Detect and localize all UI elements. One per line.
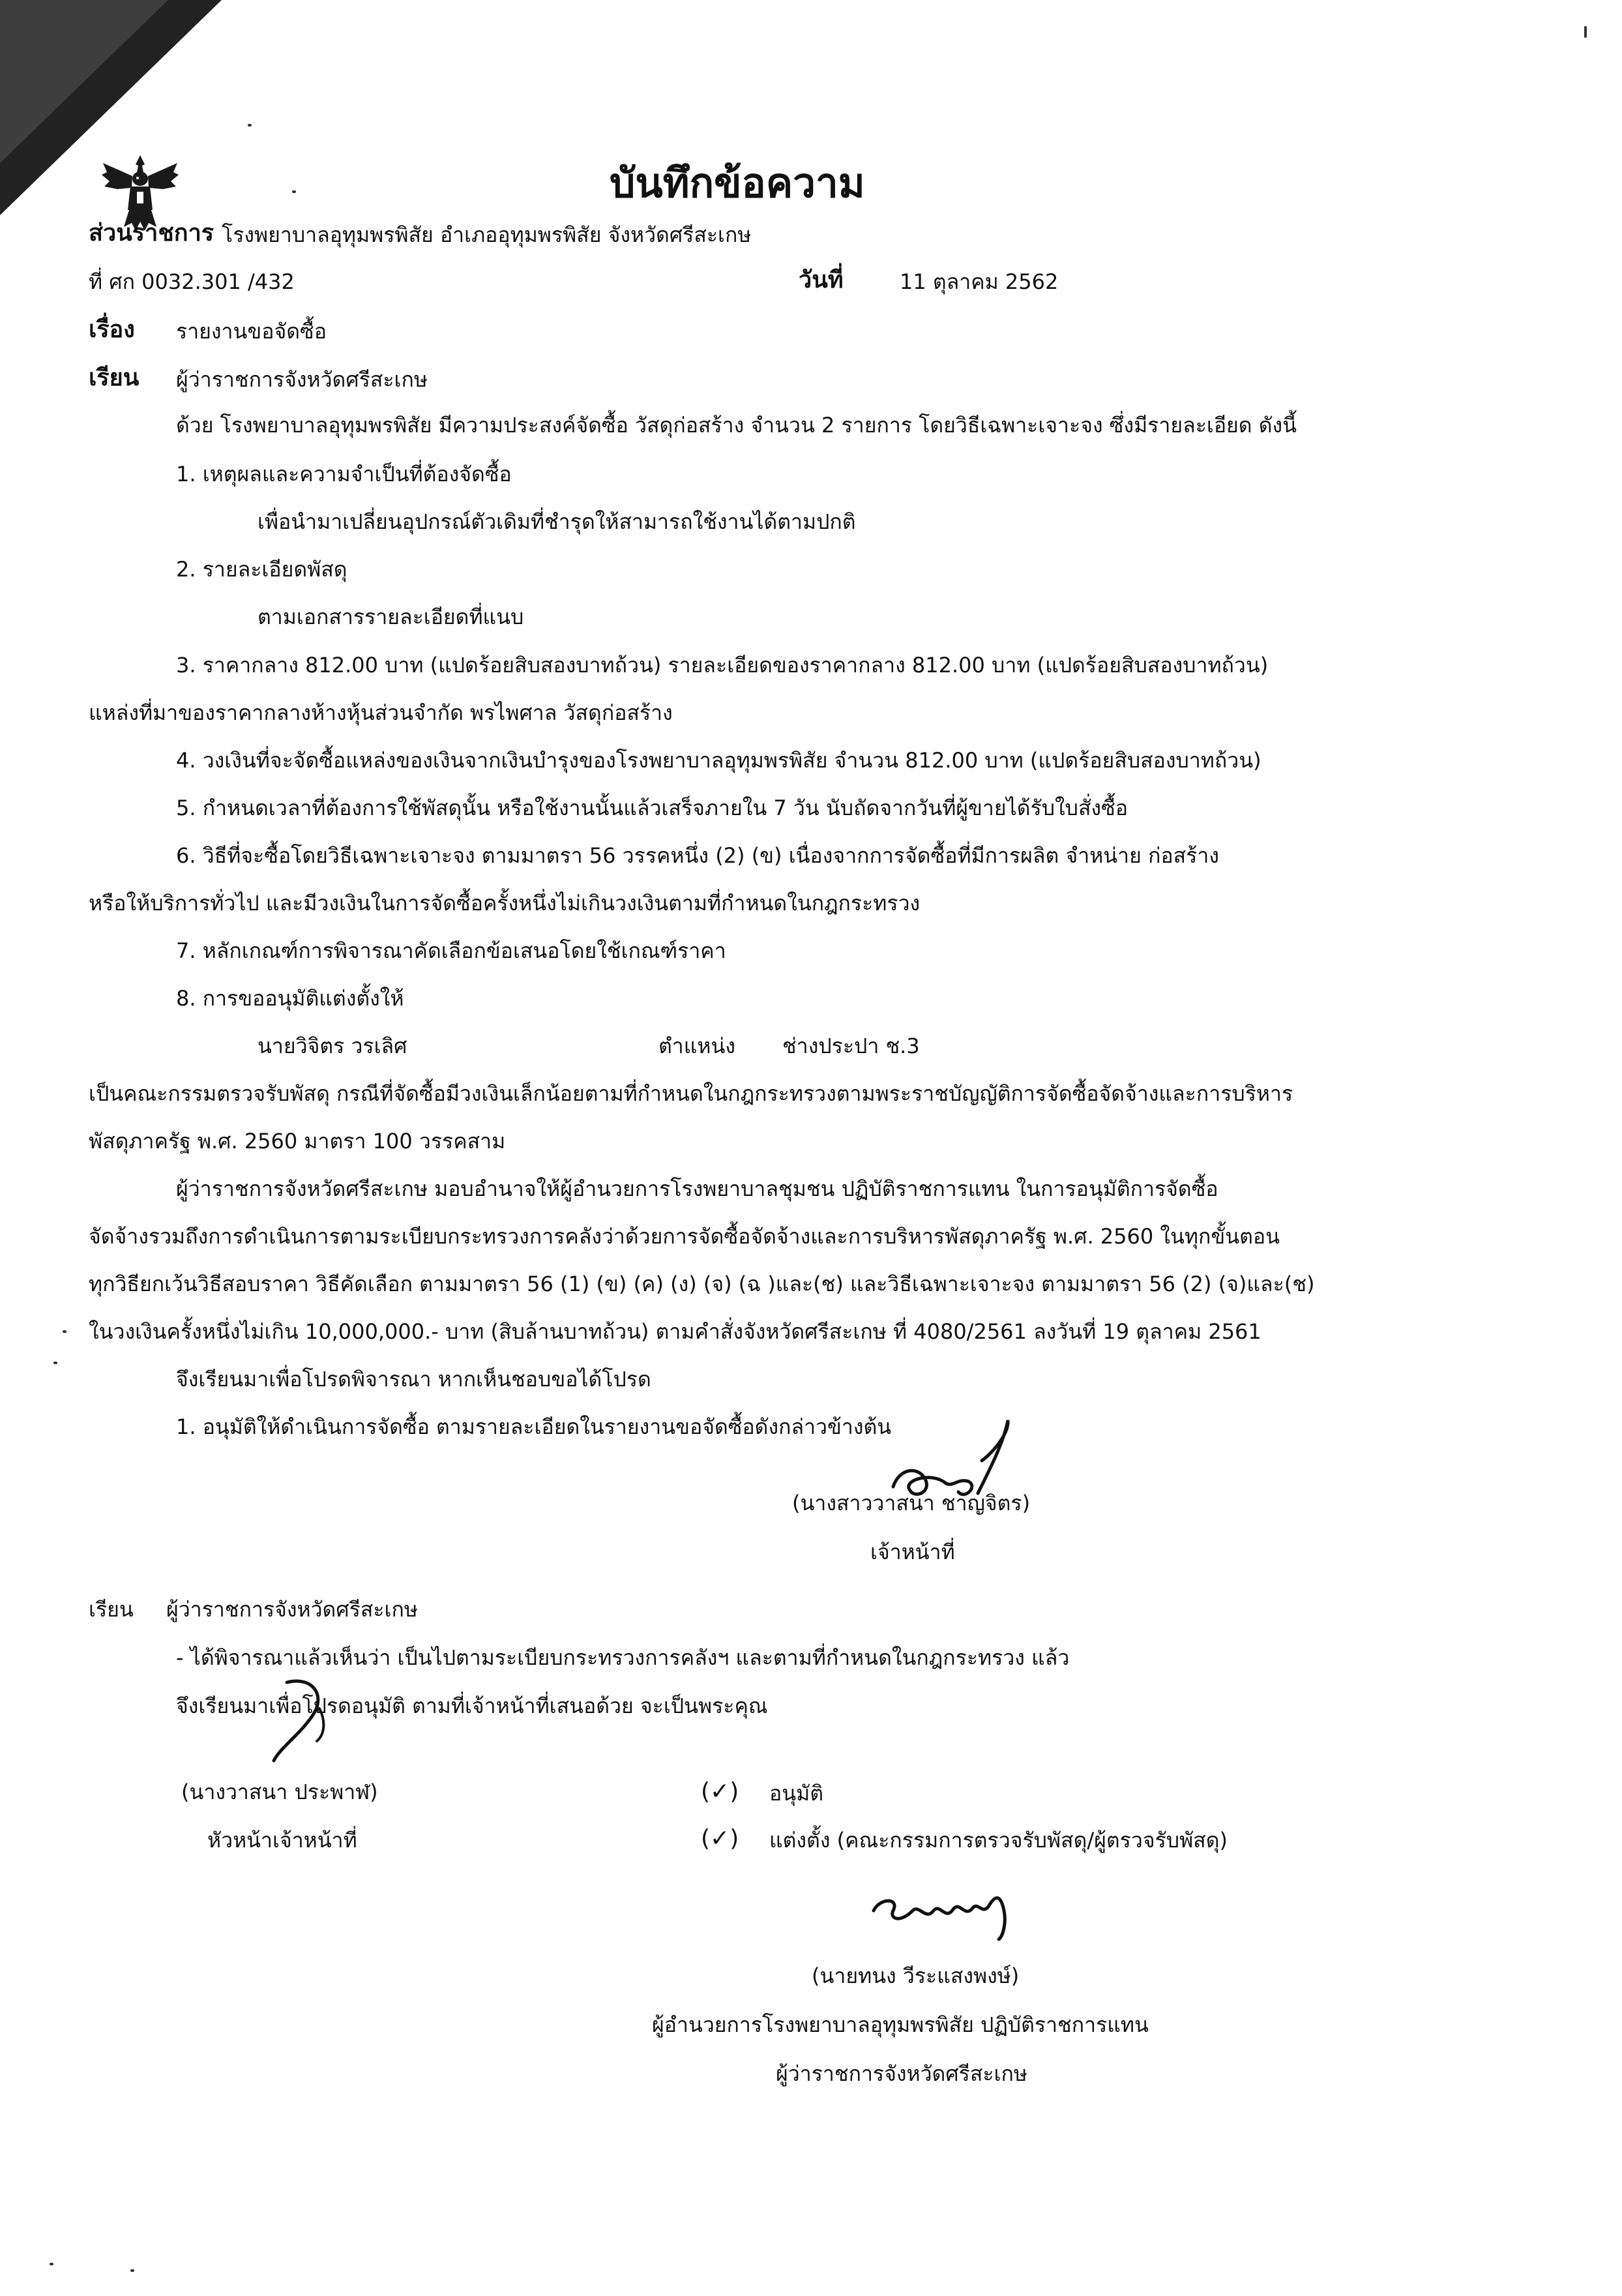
delegation-line-4: ในวงเงินครั้งหนึ่งไม่เกิน 10,000,000.- บาท (สิบล้านบาทถ้วน) ตามคำสั่งจังหวัดศรีสะเกษ ที่ 4080/2561 ลงวันที่ 19 ตุลาคม 2561 [89,1319,1261,1344]
item-2-detail: ตามเอกสารรายละเอียดที่แนบ [258,604,524,629]
scan-speck [292,190,296,193]
department-value: โรงพยาบาลอุทุมพรพิสัย อำเภออุทุมพรพิสัย จังหวัดศรีสะเกษ [222,222,752,247]
director-signature [861,1871,1030,1943]
committee-text-line-1: เป็นคณะกรรมตรวจรับพัสดุ กรณีที่จัดซื้อมีวงเงินเล็กน้อยตามที่กำหนดในกฎกระทรวงตามพระราชบัญญัติการจัดซื้อจัดจ้างและการบริหาร [89,1081,1293,1106]
item-1-heading: 1. เหตุผลและความจำเป็นที่ต้องจัดซื้อ [176,462,512,486]
item-6-line-1: 6. วิธีที่จะซื้อโดยวิธีเฉพาะเจาะจง ตามมาตรา 56 วรรคหนึ่ง (2) (ข) เนื่องจากการจัดซื้อที่มีการผลิต จำหน่าย ก่อสร้าง [176,843,1219,868]
subject-value: รายงานขอจัดซื้อ [176,319,327,344]
recipient-value: ผู้ว่าราชการจังหวัดศรีสะเกษ [176,367,428,392]
recipient-label: เรียน [89,365,140,391]
date-label: วันที่ [799,267,844,293]
director-position-line-2: ผู้ว่าราชการจังหวัดศรีสะเกษ [776,2061,1027,2086]
item-1-detail: เพื่อนำมาเปลี่ยนอุปกรณ์ตัวเดิมที่ชำรุดให้สามารถใช้งานได้ตามปกติ [258,509,856,534]
director-position-line-1: ผู้อำนวยการโรงพยาบาลอุทุมพรพิสัย ปฏิบัติราชการแทน [652,2012,1149,2037]
department-label: ส่วนราชการ [89,220,214,246]
memo-title: บันทึกข้อความ [610,159,865,207]
scan-speck [130,2269,134,2272]
head-officer-position: หัวหน้าเจ้าหน้าที่ [207,1828,357,1853]
intro-paragraph: ด้วย โรงพยาบาลอุทุมพรพิสัย มีความประสงค์จัดซื้อ วัสดุก่อสร้าง จำนวน 2 รายการ โดยวิธีเฉพาะเจาะจง ซึ่งมีรายละเอียด ดังนี้ [176,413,1297,438]
scan-speck [1584,26,1587,38]
appoint-label: แต่งตั้ง (คณะกรรมการตรวจรับพัสดุ/ผู้ตรวจรับพัสดุ) [769,1828,1228,1853]
head-officer-name: (นางวาสนา ประพาฬ) [181,1780,378,1804]
approve-label: อนุมัติ [769,1781,823,1806]
delegation-line-2: จัดจ้างรวมถึงการดำเนินการตามระเบียบกระทรวงการคลังว่าด้วยการจัดซื้อจัดจ้างและการบริหารพัสดุภาครัฐ พ.ศ. 2560 ในทุกขั้นตอน [89,1224,1280,1249]
closing-item-1: 1. อนุมัติให้ดำเนินการจัดซื้อ ตามรายละเอียดในรายงานขอจัดซื้อดังกล่าวข้างต้น [176,1414,892,1439]
appoint-checkmark: (✓) [701,1825,739,1852]
review-line-1: - ได้พิจารณาแล้วเห็นว่า เป็นไปตามระเบียบกระทรวงการคลังฯ และตามที่กำหนดในกฎกระทรวง แล้ว [176,1645,1070,1670]
officer-name: (นางสาววาสนา ชาญจิตร) [792,1491,1031,1515]
scan-speck [248,124,252,127]
delegation-line-3: ทุกวิธียกเว้นวิธีสอบราคา วิธีคัดเลือก ตามมาตรา 56 (1) (ข) (ค) (ง) (จ) (ฉ )และ(ช) และวิธีเฉพาะเจาะจง ตามมาตรา 56 (2) (จ)และ(ช) [89,1272,1315,1296]
committee-member-name: นายวิจิตร วรเลิศ [258,1034,407,1058]
closing-sentence: จึงเรียนมาเพื่อโปรดพิจารณา หากเห็นชอบขอได้โปรด [176,1367,651,1392]
item-8: 8. การขออนุมัติแต่งตั้งให้ [176,986,404,1011]
scan-speck [53,1362,57,1364]
item-5: 5. กำหนดเวลาที่ต้องการใช้พัสดุนั้น หรือใช้งานนั้นแล้วเสร็จภายใน 7 วัน นับถัดจากวันที่ผู้ขายได้รับใบสั่งซื้อ [176,796,1128,820]
scan-corner-shadow-inner [0,0,168,163]
head-officer-signature [261,1669,352,1767]
approve-checkmark: (✓) [701,1778,739,1805]
review-recipient-value: ผู้ว่าราชการจังหวัดศรีสะเกษ [166,1597,418,1622]
review-line-2: จึงเรียนมาเพื่อโปรดอนุมัติ ตามที่เจ้าหน้าที่เสนอด้วย จะเป็นพระคุณ [176,1693,768,1718]
director-name: (นายทนง วีระแสงพงษ์) [812,1963,1020,1988]
item-7: 7. หลักเกณฑ์การพิจารณาคัดเลือกข้อเสนอโดยใช้เกณฑ์ราคา [176,938,726,963]
item-3-line-1: 3. ราคากลาง 812.00 บาท (แปดร้อยสิบสองบาทถ้วน) รายละเอียดของราคากลาง 812.00 บาท (แปดร้อยสิบสองบาทถ้วน) [176,653,1269,678]
item-2-heading: 2. รายละเอียดพัสดุ [176,557,347,582]
committee-text-line-2: พัสดุภาครัฐ พ.ศ. 2560 มาตรา 100 วรรคสาม [89,1129,506,1154]
date-value: 11 ตุลาคม 2562 [900,269,1059,294]
subject-label: เรื่อง [89,316,135,343]
scan-speck [50,2263,53,2265]
item-6-line-2: หรือให้บริการทั่วไป และมีวงเงินในการจัดซื้อครั้งหนึ่งไม่เกินวงเงินตามที่กำหนดในกฎกระทรวง [89,891,921,916]
item-4: 4. วงเงินที่จะจัดซื้อแหล่งของเงินจากเงินบำรุงของโรงพยาบาลอุทุมพรพิสัย จำนวน 812.00 บาท (แปดร้อยสิบสองบาทถ้วน) [176,748,1261,773]
committee-position-value: ช่างประปา ช.3 [782,1034,920,1058]
delegation-line-1: ผู้ว่าราชการจังหวัดศรีสะเกษ มอบอำนาจให้ผู้อำนวยการโรงพยาบาลชุมชน ปฏิบัติราชการแทน ในการอนุมัติการจัดซื้อ [176,1176,1218,1201]
review-recipient-label: เรียน [89,1597,134,1622]
reference-number: ที่ ศก 0032.301 /432 [89,269,295,294]
scan-speck [63,1330,66,1333]
officer-position: เจ้าหน้าที่ [870,1540,955,1564]
item-3-line-2: แหล่งที่มาของราคากลางห้างหุ้นส่วนจำกัด พรไพศาล วัสดุก่อสร้าง [89,700,673,725]
committee-position-label: ตำแหน่ง [658,1034,735,1058]
